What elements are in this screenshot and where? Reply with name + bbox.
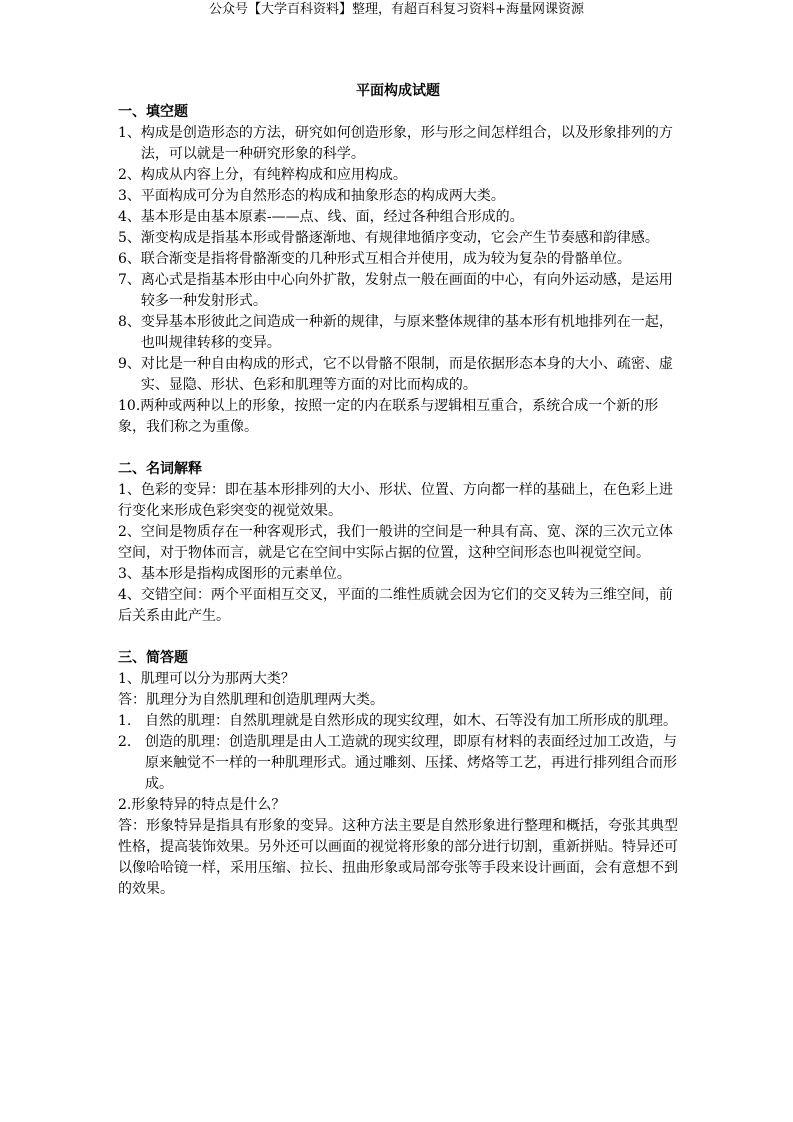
list-item: 1. 自然的肌理：自然肌理就是自然形成的现实纹理，如木、石等没有加工所形成的肌理。 xyxy=(118,713,677,729)
list-item: 1、 构成是创造形态的方法，研究如何创造形象，形与形之间怎样组合，以及形象排列的方法，可以就是一种研究形象的科学。 xyxy=(118,125,673,162)
page-header: 公众号【大学百科资料】整理，有超百科复习资料+海量网课资源 xyxy=(209,2,584,17)
document-body xyxy=(118,80,678,900)
section-heading-qa: 三、简答题 xyxy=(118,650,188,666)
term-item: 1、色彩的变异：即在基本形排列的大小、形状、位置、方向都一样的基础上，在色彩上进行变化来形成色彩突变的视觉效果。 xyxy=(118,482,673,519)
list-item: 7、 离心式是指基本形由中心向外扩散，发射点一般在画面的中心，有向外运动感，是运用较多一种发射形式。 xyxy=(118,272,673,309)
answer-1: 答：肌理分为自然肌理和创造肌理两大类。 xyxy=(118,692,384,708)
term-item: 4、交错空间：两个平面相互交叉，平面的二维性质就会因为它们的交叉转为三维空间，前后关系由此产生。 xyxy=(118,587,673,624)
answer-2: 答：形象特异是指具有形象的变异。这种方法主要是自然形象进行整理和概括，夸张其典型性格，提高装饰效果。另外还可以画面的视觉将形象的部分进行切割，重新拼贴。特异还可以像哈哈镜一样，采用压缩、拉长、扭曲形象或局部夸张等手段来设计画面，会有意想不到的效果。 xyxy=(118,818,678,897)
list-item: 3、 平面构成可分为自然形态的构成和抽象形态的构成两大类。 xyxy=(118,188,505,204)
question-1: 1、肌理可以分为那两大类？ xyxy=(118,671,295,687)
term-item: 3、基本形是指构成图形的元素单位。 xyxy=(118,566,351,582)
page-title: 平面构成试题 xyxy=(356,83,440,99)
list-item-10: 10.两种或两种以上的形象，按照一定的内在联系与逻辑相互重合，系统合成一个新的形象，我们称之为重像。 xyxy=(118,398,659,435)
question-2: 2.形象特异的特点是什么？ xyxy=(118,797,286,813)
list-item: 2. 创造的肌理：创造肌理是由人工造就的现实纹理，即原有材料的表面经过加工改造，与原来触觉不一样的一种肌理形式。通过雕刻、压揉、烤烙等工艺，再进行排列组合而形成。 xyxy=(118,734,677,792)
term-item: 2、空间是物质存在一种客观形式，我们一般讲的空间是一种具有高、宽、深的三次元立体空间，对于物体而言，就是它在空间中实际占据的位置，这种空间形态也叫视觉空间。 xyxy=(118,524,673,561)
list-item: 4、 基本形是由基本原素-——点、线、面，经过各种组合形成的。 xyxy=(118,209,524,225)
list-item: 9、 对比是一种自由构成的形式，它不以骨骼不限制，而是依据形态本身的大小、疏密、虚实、显隐、形状、色彩和肌理等方面的对比而构成的。 xyxy=(118,356,673,393)
list-item: 2、 构成从内容上分，有纯粹构成和应用构成。 xyxy=(118,167,407,183)
list-item: 8、 变异基本形彼此之间造成一种新的规律，与原来整体规律的基本形有机地排列在一起，也叫规律转移的变异。 xyxy=(118,314,673,351)
list-item: 6、 联合渐变是指将骨骼渐变的几种形式互相合并使用，成为较为复杂的骨骼单位。 xyxy=(118,251,631,267)
list-item: 5、 渐变构成是指基本形或骨骼逐渐地、有规律地循序变动，它会产生节奏感和韵律感。 xyxy=(118,230,659,246)
section-heading-terms: 二、名词解释 xyxy=(118,461,202,477)
section-heading-fill: 一、填空题 xyxy=(118,104,188,120)
